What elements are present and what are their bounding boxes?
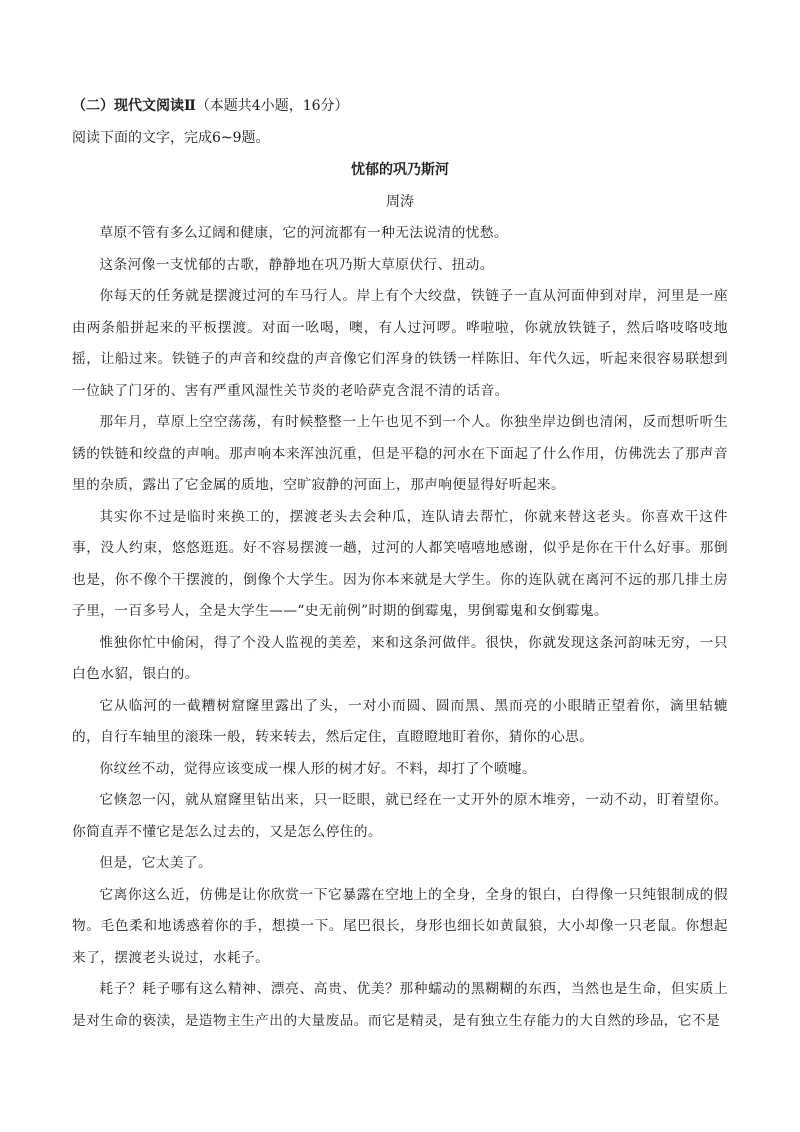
paragraph: 草原不管有多么辽阔和健康，它的河流都有一种无法说清的忧愁。 xyxy=(99,225,508,241)
paragraph: 它从临河的一截糟树窟窿里露出了头，一对小而圆、圆而黑、黑而亮的小眼睛正望着你，滴里轱辘的，自行车轴里的滚珠一般，转来转去，然后定住，直瞪瞪地盯着你，猜你的心思。 xyxy=(72,697,728,745)
paragraph: 它倏忽一闪，就从窟窿里钻出来，只一眨眼，就已经在一丈开外的原木堆旁，一动不动，盯着望你。你简直弄不懂它是怎么过去的，又是怎么停住的。 xyxy=(72,792,728,840)
article-title: 忧郁的巩乃斯河 xyxy=(351,162,449,178)
section-heading xyxy=(72,96,349,116)
article-body xyxy=(72,218,728,1037)
paragraph: 其实你不过是临时来换工的，摆渡老头去会种瓜，连队请去帮忙，你就来替这老头。你喜欢干这件事，没人约束，悠悠逛逛。好不容易摆渡一趟，过河的人都笑嘻嘻地感谢，似乎是你在干什么好事。那倒也是，你不像个干摆渡的，倒像个大学生。因为你本来就是大学生。你的连队就在离河不远的那几排土房子里，一百多号人，全是大学生——“史无前例”时期的倒霉鬼，男倒霉鬼和女倒霉鬼。 xyxy=(72,508,728,619)
paragraph: 但是，它太美了。 xyxy=(99,855,213,871)
section-label: （二）现代文阅读Ⅱ xyxy=(72,98,196,114)
paragraph: 惟独你忙中偷闲，得了个没人监视的美差，来和这条河做伴。很快，你就发现这条河韵味无穷，一只白色水貂，银白的。 xyxy=(72,634,728,682)
paragraph: 这条河像一支忧郁的古歌，静静地在巩乃斯大草原伏行、扭动。 xyxy=(99,256,494,273)
paragraph: 你每天的任务就是摆渡过河的车马行人。岸上有个大绞盘，铁链子一直从河面伸到对岸，河里是一座由两条船拼起来的平板摆渡。对面一吆喝，噢，有人过河啰。哗啦啦，你就放铁链子，然后咯吱咯吱地摇，让船过来。铁链子的声音和绞盘的声音像它们浑身的铁锈一样陈旧、年代久远，听起来很容易联想到一位缺了门牙的、害有严重风湿性关节炎的老哈萨克含混不清的话音。 xyxy=(72,288,728,399)
paragraph: 那年月，草原上空空荡荡，有时候整整一上午也见不到一个人。你独坐岸边倒也清闲，反而想听听生锈的铁链和绞盘的声响。那声响本来浑浊沉重，但是平稳的河水在下面起了什么作用，仿佛洗去了那声音里的杂质，露出了它金属的质地，空旷寂静的河面上，那声响便显得好听起来。 xyxy=(72,414,728,493)
paragraph: 耗子？耗子哪有这么精神、漂亮、高贵、优美？那种蠕动的黑糊糊的东西，当然也是生命，但实质上是对生命的亵渎，是造物主生产出的大量废品。而它是精灵，是有独立生存能力的大自然的珍品，它不是 xyxy=(72,981,728,1029)
paragraph: 它离你这么近，仿佛是让你欣赏一下它暴露在空地上的全身，全身的银白，白得像一只纯银制成的假物。毛色柔和地诱惑着你的手，想摸一下。尾巴很长，身形也细长如黄鼠狼，大小却像一只老鼠。你想起来了，摆渡老头说过，水耗子。 xyxy=(72,886,728,966)
section-note: （本题共4小题，16分） xyxy=(195,98,349,114)
paragraph: 你纹丝不动，觉得应该变成一棵人形的树才好。不料，却打了个喷嚏。 xyxy=(99,760,537,777)
reading-instruction: 阅读下面的文字，完成6~9题。 xyxy=(72,130,270,146)
article-author: 周涛 xyxy=(386,194,414,210)
